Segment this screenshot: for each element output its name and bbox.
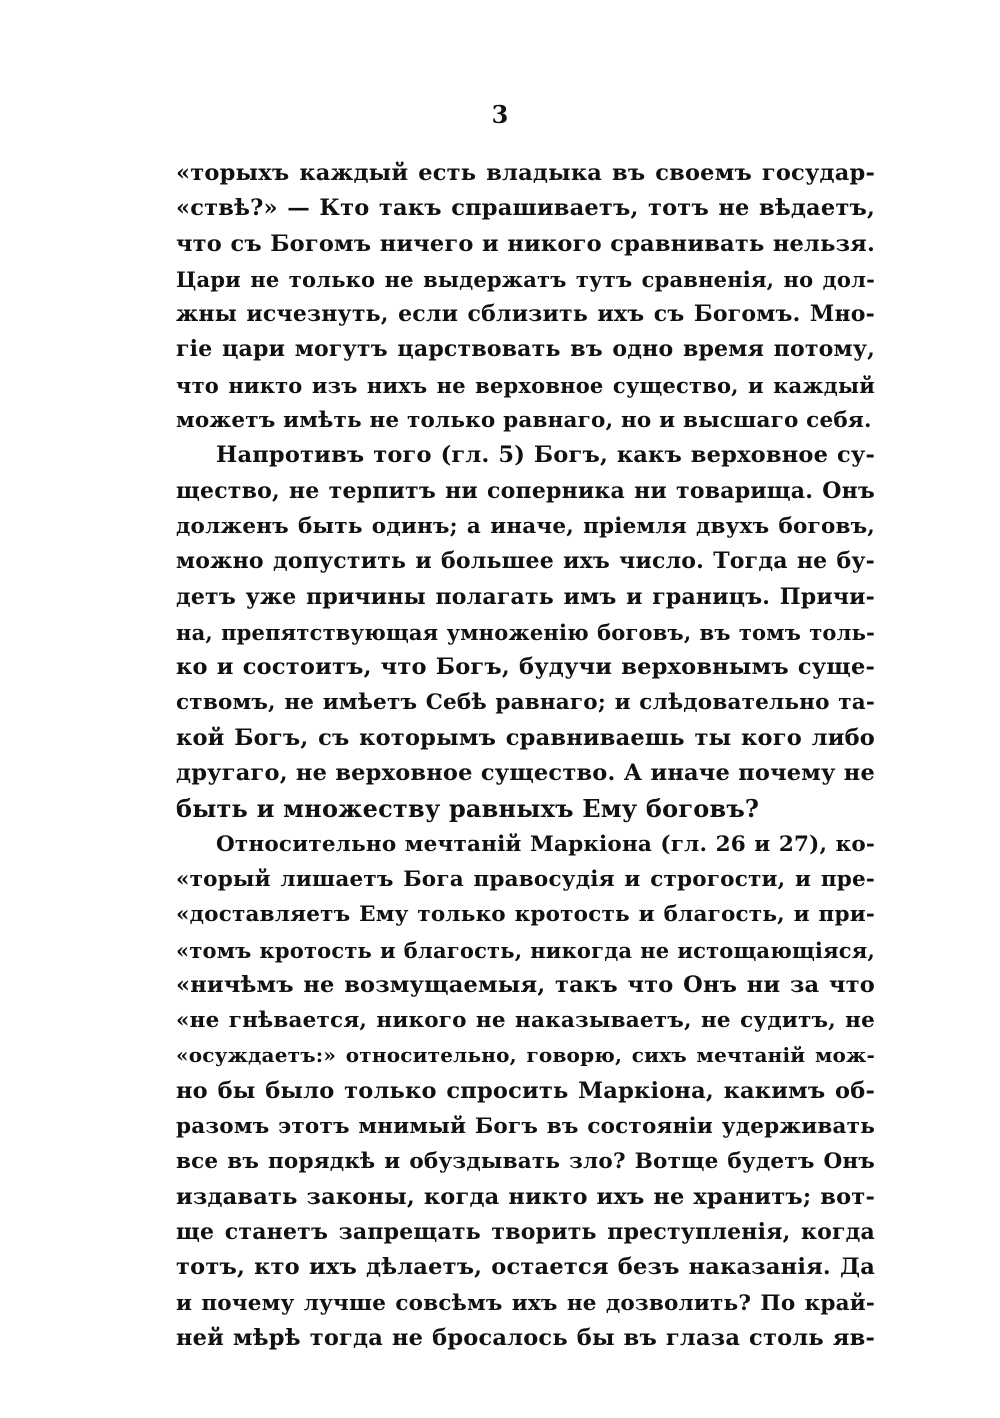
page-number: 3 bbox=[491, 100, 509, 129]
text-line: щество, не терпитъ ни соперника ни товарища. Онъ bbox=[176, 477, 875, 504]
text-line: детъ уже причины полагать имъ и границъ. Причи- bbox=[176, 583, 875, 610]
text-line: ко и состоитъ, что Богъ, будучи верховнымъ суще- bbox=[176, 654, 875, 681]
text-line: «торый лишаетъ Бога правосудія и строгости, и пре- bbox=[176, 866, 875, 892]
text-line: «осуждаетъ:» относительно, говорю, сихъ мечтаній мож- bbox=[176, 1043, 875, 1068]
text-line: жны исчезнуть, если сблизить ихъ съ Богомъ. Мно- bbox=[176, 301, 875, 328]
text-line: тотъ, кто ихъ дѣлаетъ, остается безъ наказанія. Да bbox=[176, 1254, 875, 1281]
text-line: кой Богъ, съ которымъ сравниваешь ты кого либо bbox=[176, 724, 875, 751]
text-line: ствомъ, не имѣетъ Себѣ равнаго; и слѣдовательно та- bbox=[176, 690, 875, 716]
text-line: на, препятствующая умноженію боговъ, въ томъ толь- bbox=[176, 619, 875, 645]
text-line: можетъ имѣть не только равнаго, но и высшаго себя. bbox=[176, 408, 872, 434]
text-line: что никто изъ нихъ не верховное существо, и каждый bbox=[176, 372, 875, 398]
text-line: «не гнѣвается, никого не наказываетъ, не судитъ, не bbox=[176, 1008, 875, 1034]
text-line: «торыхъ каждый есть владыка въ своемъ государ- bbox=[176, 160, 875, 186]
text-line: гіе цари могутъ царствовать въ одно время потому, bbox=[176, 336, 875, 363]
paragraph-start-line: Напротивъ того (гл. 5) Богъ, какъ верховное су- bbox=[216, 442, 875, 469]
text-line: все въ порядкѣ и обуздывать зло? Вотще будетъ Онъ bbox=[176, 1149, 875, 1175]
text-line: «доставляетъ Ему только кротость и благость, и при- bbox=[176, 902, 875, 928]
text-line: можно допустить и большее ихъ число. Тогда не бу- bbox=[176, 548, 875, 575]
text-line: ней мѣрѣ тогда не бросалось бы въ глаза столь яв- bbox=[176, 1324, 875, 1351]
text-line: долженъ быть одинъ; а иначе, пріемля двухъ боговъ, bbox=[176, 513, 875, 539]
text-line: разомъ этотъ мнимый Богъ въ состояніи удерживать bbox=[176, 1114, 875, 1140]
text-line: ще станетъ запрещать творить преступленія, когда bbox=[176, 1218, 875, 1245]
text-line: издавать законы, когда никто ихъ не хранитъ; вот- bbox=[176, 1183, 875, 1210]
paragraph-start-line: Относительно мечтаній Маркіона (гл. 26 и 27), ко- bbox=[216, 831, 875, 857]
text-line: что съ Богомъ ничего и никого сравнивать нельзя. bbox=[176, 230, 875, 257]
text-line: «ничѣмъ не возмущаемыя, такъ что Онъ ни за что bbox=[176, 971, 875, 998]
text-line: другаго, не верховное существо. А иначе почему не bbox=[176, 760, 875, 787]
text-line: «ствѣ?» — Кто такъ спрашиваетъ, тотъ не вѣдаетъ, bbox=[176, 195, 875, 222]
text-line: «томъ кротость и благость, никогда не истощающіяся, bbox=[176, 937, 875, 963]
text-line: Цари не только не выдержатъ тутъ сравненія, но дол- bbox=[176, 266, 875, 292]
text-line: но бы было только спросить Маркіона, какимъ об- bbox=[176, 1077, 875, 1104]
text-line: быть и множеству равныхъ Ему боговъ? bbox=[176, 794, 760, 824]
text-line: и почему лучше совсѣмъ ихъ не дозволить? По край- bbox=[176, 1290, 875, 1316]
text-body bbox=[176, 156, 875, 1356]
